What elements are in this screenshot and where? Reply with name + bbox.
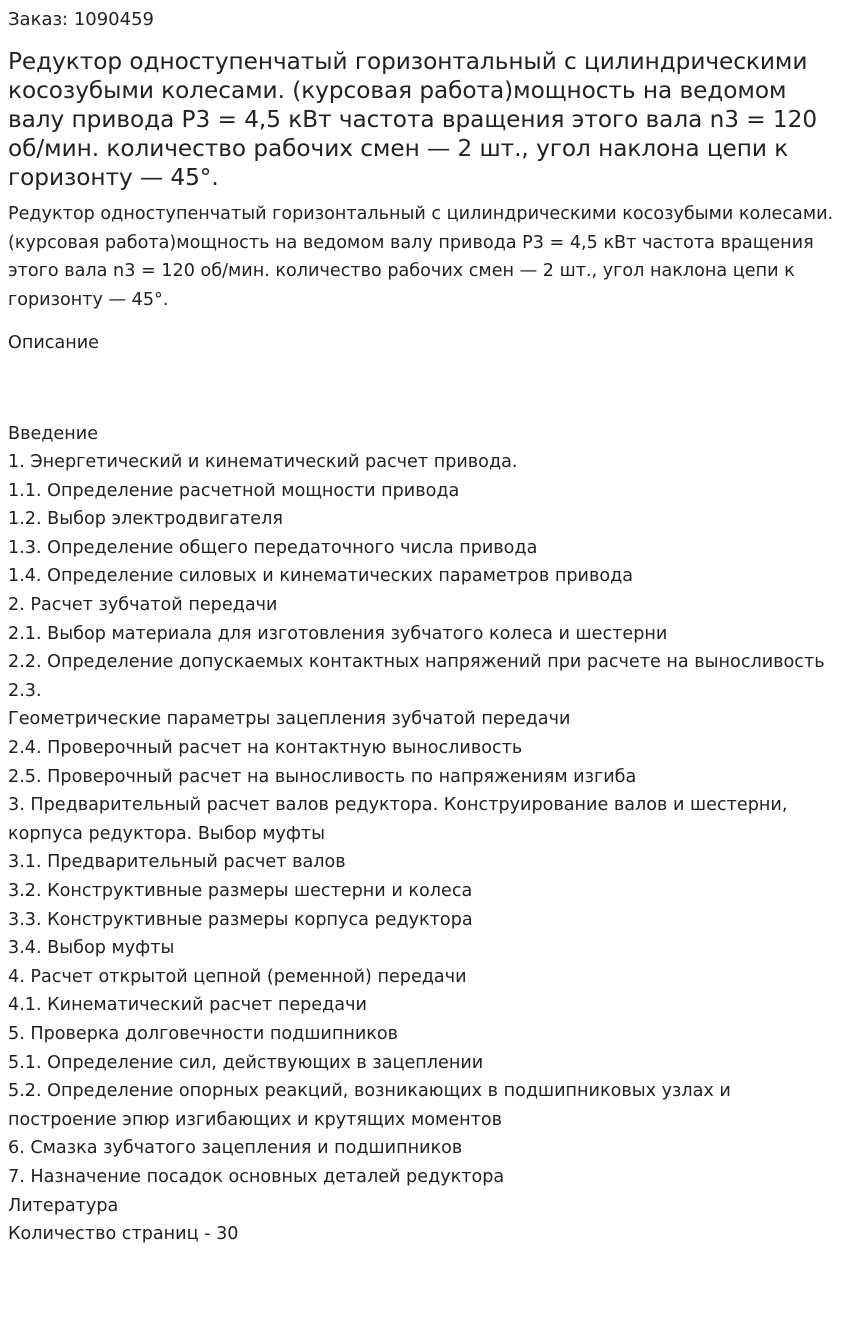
toc-item: 2.1. Выбор материала для изготовления зубчатого колеса и шестерни <box>8 623 668 644</box>
toc-item: 2.4. Проверочный расчет на контактную выносливость <box>8 738 523 759</box>
toc-item: 3.2. Конструктивные размеры шестерни и колеса <box>8 881 473 901</box>
toc-item: 3.3. Конструктивные размеры корпуса редуктора <box>8 909 473 930</box>
toc-item: 1.1. Определение расчетной мощности привода <box>8 480 460 501</box>
toc-item: 1.2. Выбор электродвигателя <box>8 509 283 530</box>
description-heading: Описание <box>8 333 100 353</box>
toc-item: 4.1. Кинематический расчет передачи <box>8 995 367 1016</box>
toc-item: 7. Назначение посадок основных деталей редуктора <box>8 1166 505 1187</box>
toc-item: 5.1. Определение сил, действующих в зацеплении <box>8 1052 484 1073</box>
order-number: Заказ: 1090459 <box>8 9 154 30</box>
toc-item: 1. Энергетический и кинематический расчет привода. <box>8 452 518 473</box>
toc-item: 2.3. <box>8 680 42 701</box>
toc-item: 5.2. Определение опорных реакций, возникающих в подшипниковых узлах и построение эпюр изгибающих и крутящих моментов <box>8 1081 731 1130</box>
toc-item: 3. Предварительный расчет валов редуктора. Конструирование валов и шестерни, корпуса редуктора. Выбор муфты <box>8 795 788 844</box>
toc-item: 2.5. Проверочный расчет на выносливость по напряжениям изгиба <box>8 766 637 787</box>
table-of-contents <box>8 420 839 1249</box>
toc-item: 3.4. Выбор муфты <box>8 938 175 959</box>
toc-item: 2. Расчет зубчатой передачи <box>8 595 278 616</box>
toc-item: Литература <box>8 1195 119 1216</box>
toc-item: 4. Расчет открытой цепной (ременной) передачи <box>8 966 467 987</box>
toc-item: 1.4. Определение силовых и кинематических параметров привода <box>8 566 634 587</box>
toc-item: 5. Проверка долговечности подшипников <box>8 1023 399 1044</box>
summary-text: Редуктор одноступенчатый горизонтальный с цилиндрическими косозубыми колесами. (курсовая работа)мощность на ведомом валу привода Р3 = 4,5 кВт частота вращения этого вала n3 = 120 об/мин. количество рабочих смен — 2 шт., угол наклона цепи к горизонту — 45°. <box>8 204 834 310</box>
page-title: Редуктор одноступенчатый горизонтальный с цилиндрическими косозубыми колесами. (курсовая работа)мощность на ведомом валу привода Р3 = 4,5 кВт частота вращения этого вала n3 = 120 об/мин. количество рабочих смен — 2 шт., угол наклона цепи к горизонту — 45°. <box>8 48 818 191</box>
toc-item: 1.3. Определение общего передаточного числа привода <box>8 537 538 558</box>
toc-item: Введение <box>8 423 99 444</box>
page-count: Количество страниц - 30 <box>8 1224 239 1245</box>
toc-item: Геометрические параметры зацепления зубчатой передачи <box>8 709 571 730</box>
toc-item: 2.2. Определение допускаемых контактных напряжений при расчете на выносливость <box>8 652 825 673</box>
toc-item: 3.1. Предварительный расчет валов <box>8 852 346 873</box>
toc-item: 6. Смазка зубчатого зацепления и подшипников <box>8 1138 463 1159</box>
